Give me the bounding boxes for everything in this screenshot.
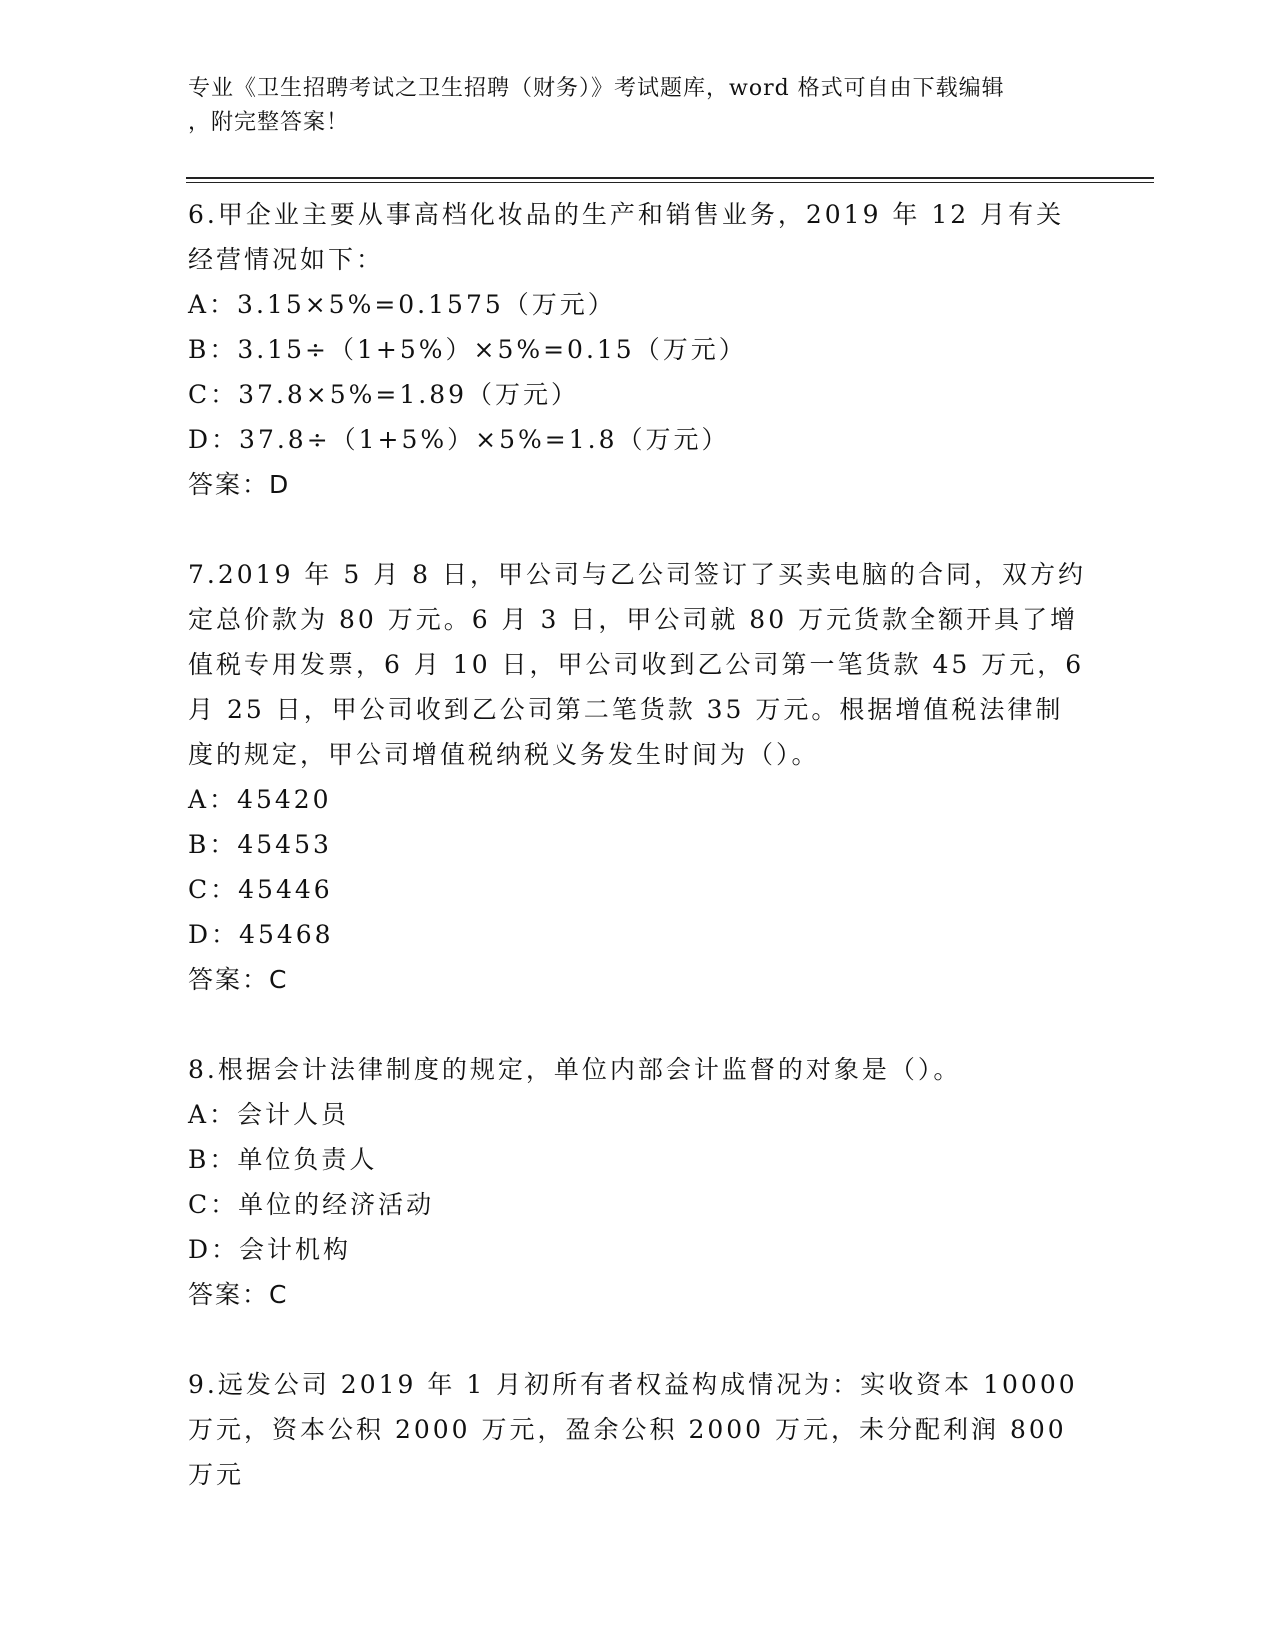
option-c: C：单位的经济活动 <box>188 1190 435 1219</box>
question-9 <box>188 1362 1088 1497</box>
option-b: B：单位负责人 <box>188 1145 378 1174</box>
header-line-2: ，附完整答案！ <box>188 110 350 135</box>
option-d: D：会计机构 <box>188 1235 352 1264</box>
question-stem: 8.根据会计法律制度的规定，单位内部会计监督的对象是（）。 <box>188 1055 962 1084</box>
answer-label: 答案：C <box>188 965 289 994</box>
header-rule-thick <box>186 177 1154 179</box>
question-6 <box>188 192 1088 507</box>
option-a: A：3.15×5%=0.1575（万元） <box>188 290 616 319</box>
header-line-1: 专业《卫生招聘考试之卫生招聘（财务）》考试题库，word 格式可自由下载编辑 <box>188 76 1005 101</box>
answer-label: 答案：D <box>188 470 291 499</box>
question-8 <box>188 1047 1088 1317</box>
option-d: D：37.8÷（1+5%）×5%=1.8（万元） <box>188 425 730 454</box>
header-rule-thin <box>186 182 1154 183</box>
question-stem: 6.甲企业主要从事高档化妆品的生产和销售业务，2019 年 12 月有关经营情况如下： <box>188 200 1065 274</box>
question-stem: 9.远发公司 2019 年 1 月初所有者权益构成情况为：实收资本 10000 万元，资本公积 2000 万元，盈余公积 2000 万元，未分配利润 800 万元 <box>188 1370 1078 1489</box>
option-a: A：会计人员 <box>188 1100 350 1129</box>
option-a: A：45420 <box>188 785 332 814</box>
question-list <box>188 192 1088 1542</box>
option-c: C：45446 <box>188 875 333 904</box>
option-c: C：37.8×5%=1.89（万元） <box>188 380 580 409</box>
answer-label: 答案：C <box>188 1280 289 1309</box>
page-header <box>188 72 1088 140</box>
question-stem: 7.2019 年 5 月 8 日，甲公司与乙公司签订了买卖电脑的合同，双方约定总价款为 80 万元。6 月 3 日，甲公司就 80 万元货款全额开具了增值税专用发票，6 月 10 日，甲公司收到乙公司第一笔货款 45 万元，6 月 25 日，甲公司收到乙公司第二笔货款 35 万元。根据增值税法律制度的规定，甲公司增值税纳税义务发生时间为（）。 <box>188 560 1087 769</box>
option-d: D：45468 <box>188 920 334 949</box>
question-7 <box>188 552 1088 1002</box>
option-b: B：3.15÷（1+5%）×5%=0.15（万元） <box>188 335 747 364</box>
option-b: B：45453 <box>188 830 332 859</box>
